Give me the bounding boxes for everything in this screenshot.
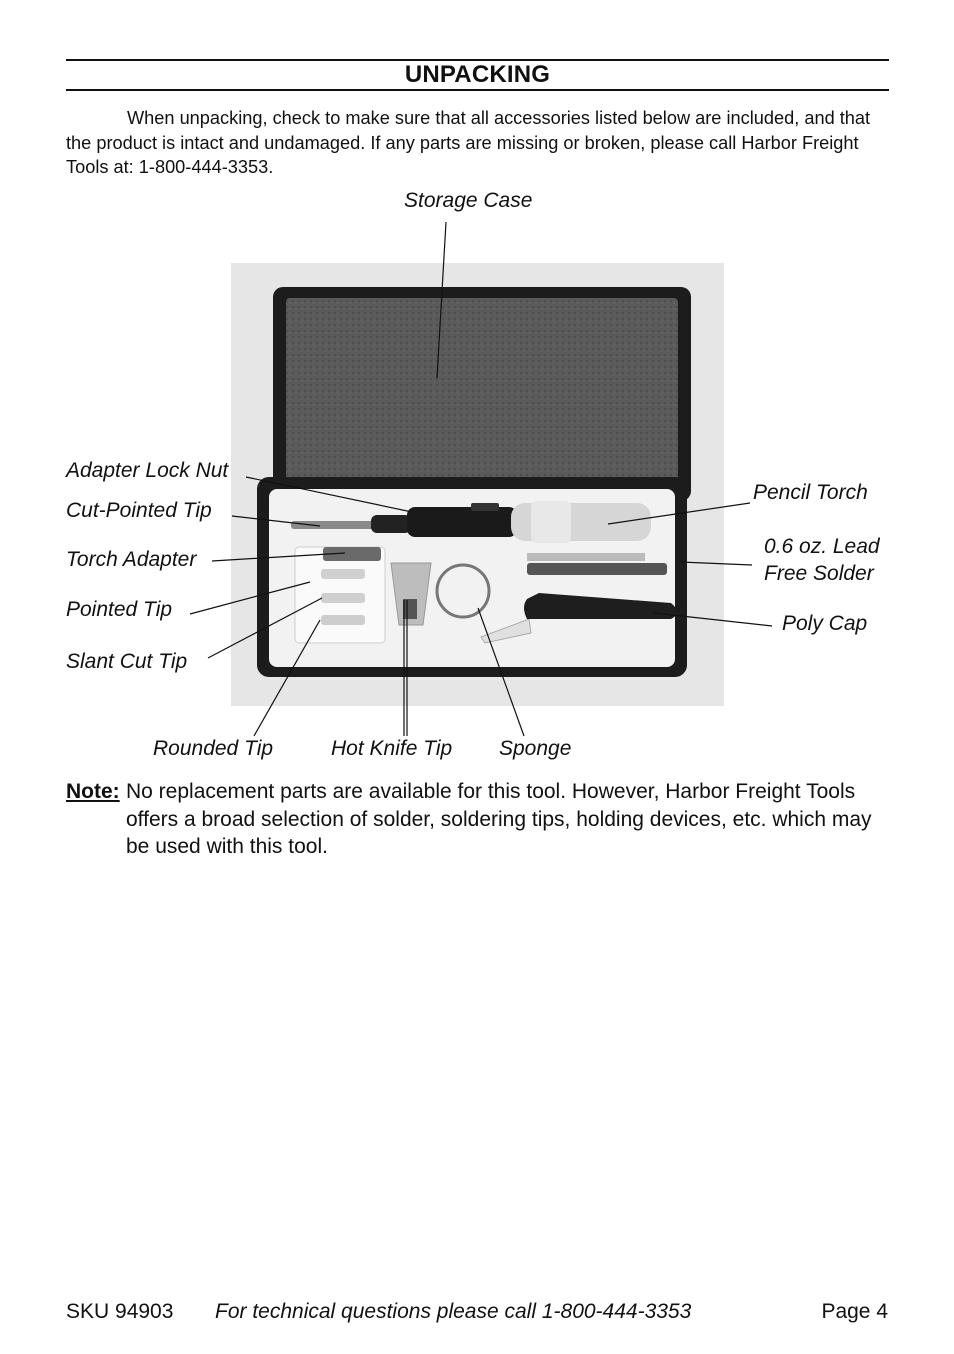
label-storage-case: Storage Case — [404, 189, 533, 212]
label-slant-cut-tip: Slant Cut Tip — [66, 650, 188, 673]
note-text: No replacement parts are available for this tool. However, Harbor Freight Tools offers a broad selection of solder, soldering tips, holding devices, etc. which may be used with this tool. — [126, 780, 872, 859]
intro-text: When unpacking, check to make sure that all accessories listed below are included, and that the product is intact and undamaged. If any parts are missing or broken, please call Harbor Freight Tools at: 1-800-444-3353. — [66, 108, 871, 177]
label-sponge: Sponge — [499, 737, 572, 760]
label-adapter-lock-nut: Adapter Lock Nut — [66, 459, 229, 482]
footer-sku: SKU 94903 — [66, 1300, 174, 1323]
footer-tech-line: For technical questions please call 1-800-444-3353 — [215, 1300, 692, 1323]
note-block — [66, 778, 896, 861]
label-pointed-tip: Pointed Tip — [66, 598, 173, 621]
label-solder-line1: 0.6 oz. Lead — [764, 535, 880, 558]
label-rounded-tip: Rounded Tip — [153, 737, 274, 760]
label-torch-adapter: Torch Adapter — [66, 548, 197, 571]
footer-page: Page 4 — [821, 1300, 888, 1323]
note-label: Note: — [66, 780, 120, 803]
label-hot-knife-tip: Hot Knife Tip — [331, 737, 453, 760]
label-pencil-torch: Pencil Torch — [753, 481, 868, 504]
section-title: UNPACKING — [404, 61, 551, 88]
label-solder-line2: Free Solder — [764, 562, 874, 585]
label-cut-pointed-tip: Cut-Pointed Tip — [66, 499, 212, 522]
label-poly-cap: Poly Cap — [782, 612, 868, 635]
